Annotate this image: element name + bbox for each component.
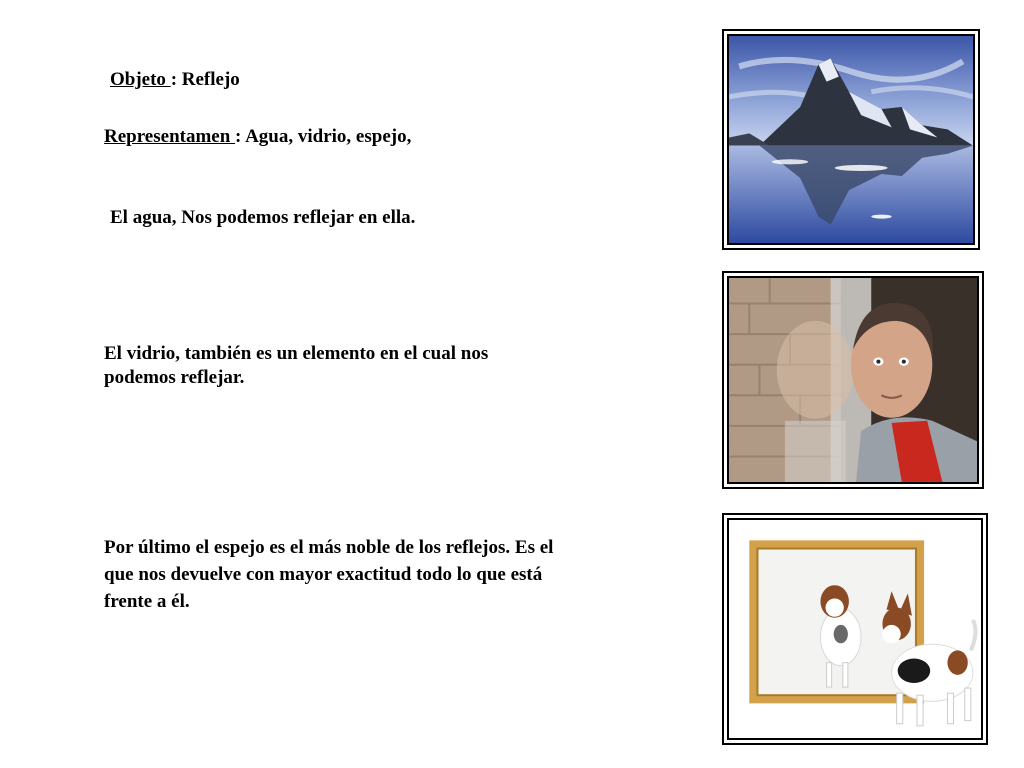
objeto-line <box>110 68 240 92</box>
representamen-value: : Agua, vidrio, espejo, <box>235 126 412 147</box>
agua-text-content: El agua, Nos podemos reflejar en ella. <box>110 207 416 228</box>
vidrio-text-line2: podemos reflejar. <box>104 367 245 388</box>
espejo-text-line2: que nos devuelve con mayor exactitud todo lo que está <box>104 564 543 585</box>
representamen-label: Representamen <box>104 126 236 147</box>
espejo-text-line1: Por último el espejo es el más noble de los reflejos. Es el <box>104 537 554 558</box>
dog-mirror-image <box>727 518 983 740</box>
espejo-text <box>104 534 553 615</box>
agua-text <box>110 206 415 230</box>
man-glass-illustration <box>729 278 977 482</box>
vidrio-text-line1: El vidrio, también es un elemento en el cual nos <box>104 343 489 364</box>
objeto-label: Objeto <box>110 69 171 90</box>
man-glass-image <box>727 276 979 484</box>
objeto-value: : Reflejo <box>170 69 240 90</box>
vidrio-text <box>104 342 488 390</box>
mountain-lake-image-frame <box>722 29 980 250</box>
mountain-lake-illustration <box>729 36 973 243</box>
espejo-text-line3: frente a él. <box>104 591 190 612</box>
dog-mirror-illustration <box>729 520 981 738</box>
representamen-line <box>104 125 411 149</box>
dog-mirror-image-frame <box>722 513 988 745</box>
mountain-lake-image <box>727 34 975 245</box>
man-glass-image-frame <box>722 271 984 489</box>
